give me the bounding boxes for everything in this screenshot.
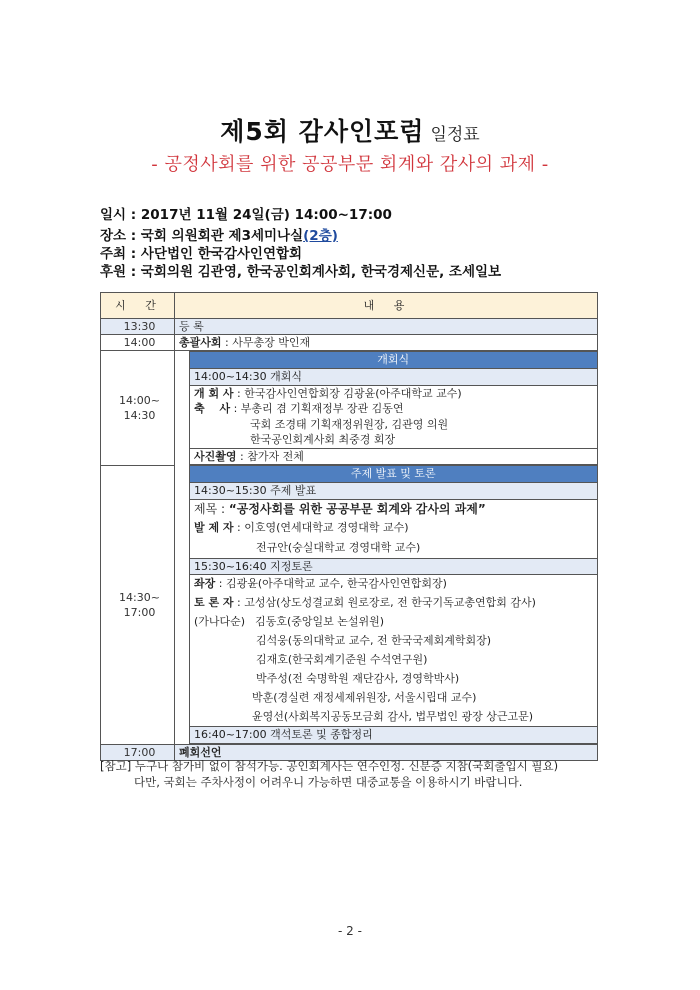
title-main: 제5회 감사인포럼 [220,117,425,146]
presentation-time: 14:30~15:30 주제 발표 [190,483,598,500]
place-floor: (2층) [303,228,338,244]
presentation-details [190,499,598,558]
page-number: - 2 - [338,924,362,938]
opening-host-label: 개 회 사 [194,386,234,400]
place-value: 국회 의원회관 제3세미나실 [140,228,304,244]
chair-text: : 김광윤(아주대학교 교수, 한국감사인연합회장) [215,577,447,590]
title-suffix: 일정표 [430,125,480,145]
presenter-label: 발 제 자 [194,520,234,534]
row-content: 폐회선언 [175,744,598,760]
topic-label: 제목 : [194,501,229,516]
congrat-text-2: 국회 조경태 기획재정위원장, 김관영 의원 [250,417,449,431]
closing-discussion-time: 16:40~17:00 객석토론 및 종합정리 [190,727,598,744]
panel-5: 박주성(전 숙명학원 재단감사, 경영학박사) [256,672,460,685]
photo-row [190,448,598,465]
presenter-2: 전규안(숭실대학교 경영대학 교수) [256,540,421,554]
row-time: 14:00~ 14:30 [101,351,175,466]
row-time: 13:30 [101,319,175,335]
panel-2: 김동호(중앙일보 논설위원) [255,615,385,628]
info-host [100,242,302,262]
panel-4: 김재호(한국회계기준원 수석연구원) [256,653,428,666]
table-row [101,319,598,335]
chair-label: 좌장 [194,577,216,590]
table-header-row [101,293,598,319]
schedule-table [100,292,598,761]
photo-label: 사진촬영 [194,449,237,463]
info-place [100,224,338,244]
panel-3: 김석웅(동의대학교 교수, 전 한국국제회계학회장) [256,634,492,647]
congrat-text-1: : 부총리 겸 기획재정부 장관 김동연 [230,402,404,415]
panel-6: 박훈(경실련 재정세제위원장, 서울시립대 교수) [252,691,477,704]
subtitle: - 공정사회를 위한 공공부문 회계와 감사의 과제 - [151,154,549,175]
date-label: 일시 : [100,207,137,223]
table-row-opening [101,351,598,466]
sponsor-value: 국회의원 김관영, 한국공인회계사회, 한국경제신문, 조세일보 [140,264,502,280]
photo-text: : 참가자 전체 [236,449,304,463]
document-title [0,112,700,148]
table-row [101,335,598,351]
panel-1: : 고성삼(상도성결교회 원로장로, 전 한국기독교총연합회 감사) [237,596,536,609]
panel-7: 윤영선(사회복지공동모금회 감사, 법무법인 광장 상근고문) [252,710,534,723]
session-table [189,465,598,744]
table-row-session [101,465,598,744]
topic-text: “공정사회를 위한 공공부문 회계와 감사의 과제” [228,501,486,516]
congrat-label: 축 사 [194,402,231,415]
row-content [175,335,598,351]
note-line-2: 다만, 국회는 주차사정이 어려우니 가능하면 대중교통을 이용하시기 바랍니다. [134,775,523,789]
opening-table [189,351,598,465]
presenter-1: : 이호영(연세대학교 경영대학 교수) [233,520,409,534]
row-time: 14:30~ 17:00 [101,465,175,744]
host-label: 주최 : [100,246,137,262]
session-block [175,465,598,744]
opening-header: 개회식 [190,352,598,369]
opening-time: 14:00~14:30 개회식 [190,369,598,386]
header-time: 시 간 [101,293,175,319]
host-value: 사단법인 한국감사인연합회 [140,246,303,262]
opening-host-text: : 한국감사인연합회장 김광윤(아주대학교 교수) [233,386,462,400]
moderator-text: : 사무총장 박인재 [221,336,311,349]
info-date [100,203,392,223]
row-content: 등 록 [175,319,598,335]
sponsor-label: 후원 : [100,264,137,280]
discussion-details [190,575,598,727]
row-time: 14:00 [101,335,175,351]
moderator-label: 총괄사회 [179,336,222,349]
date-value: 2017년 11월 24일(금) 14:00~17:00 [140,207,392,223]
panel-order: (가나다순) [194,615,246,628]
session-header: 주제 발표 및 토론 [190,466,598,483]
info-sponsor [100,260,501,280]
opening-speakers [190,385,598,448]
place-label: 장소 : [100,228,137,244]
discussion-time: 15:30~16:40 지정토론 [190,558,598,575]
row-time: 17:00 [101,744,175,760]
opening-block [175,351,598,466]
congrat-text-3: 한국공인회계사회 최중경 회장 [250,433,396,446]
note-line-1: [참고] 누구나 참가비 없이 참석가능. 공인회계사는 연수인정. 신분증 지참(국회출입시 필요) [100,759,559,773]
panel-label: 토 론 자 [194,596,234,609]
header-content: 내 용 [175,293,598,319]
